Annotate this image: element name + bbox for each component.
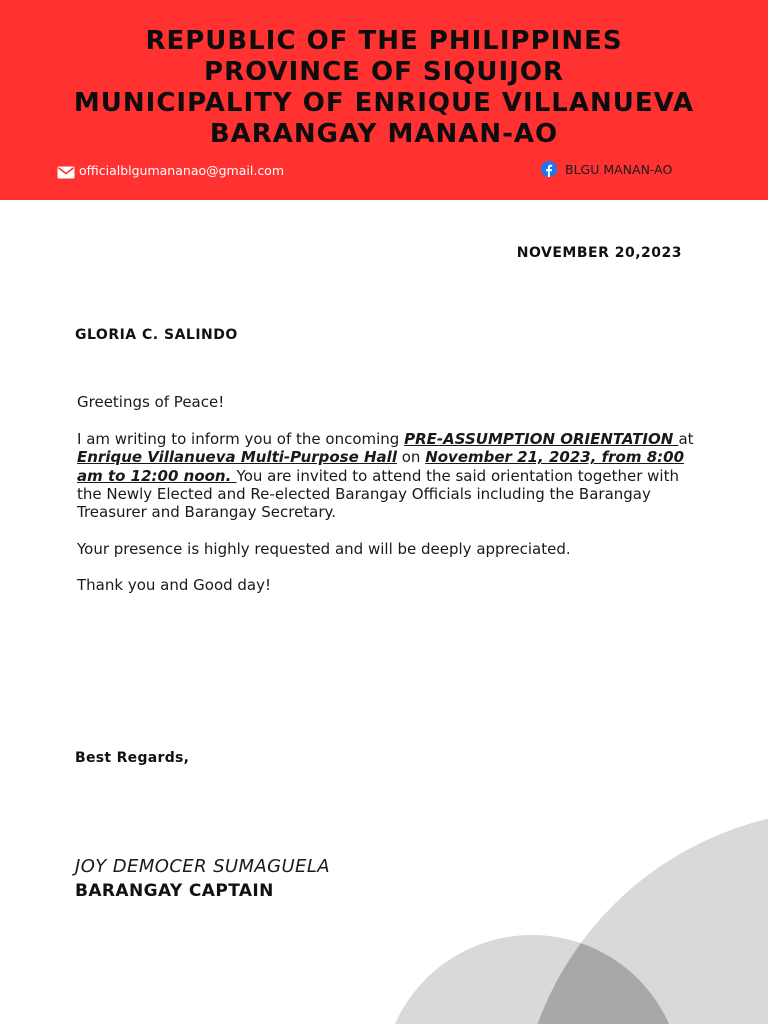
event-venue: Enrique Villanueva Multi-Purpose Hall (77, 448, 397, 467)
thanks-line: Thank you and Good day! (77, 576, 272, 594)
decorative-circle-large (518, 810, 768, 1024)
facebook-contact (541, 160, 672, 178)
greeting-line: Greetings of Peace! (77, 393, 225, 411)
closing-line: Best Regards, (75, 750, 190, 766)
header-province: PROVINCE OF SIQUIJOR (204, 57, 564, 87)
facebook-icon (541, 161, 557, 177)
header-country: REPUBLIC OF THE PHILIPPINES (145, 26, 623, 56)
facebook-page-name: BLGU MANAN-AO (565, 161, 673, 177)
letter-date: NOVEMBER 20,2023 (516, 245, 682, 261)
signatory-title: BARANGAY CAPTAIN (75, 881, 274, 901)
header-municipality: MUNICIPALITY OF ENRIQUE VILLANUEVA (73, 88, 695, 118)
email-contact (57, 161, 284, 179)
main-paragraph (77, 430, 697, 521)
decorative-circle-small (382, 935, 682, 1024)
signatory-name: JOY DEMOCER SUMAGUELA (75, 856, 330, 877)
letterhead-banner (0, 0, 768, 200)
paragraph-text: I am writing to inform you of the oncoming (77, 430, 405, 448)
event-title: PRE-ASSUMPTION ORIENTATION (404, 430, 679, 448)
header-barangay: BARANGAY MANAN-AO (209, 119, 559, 149)
paragraph-text: at (678, 430, 694, 448)
event-schedule: November 21, 2023, from 8:00 am to 12:00 noon. (77, 448, 685, 485)
presence-line: Your presence is highly requested and will be deeply appreciated. (77, 540, 571, 558)
email-address: officialblgumananao@gmail.com (79, 162, 285, 178)
paragraph-text: on (396, 448, 426, 467)
recipient-name: GLORIA C. SALINDO (75, 327, 238, 343)
decorative-circle-intersection (518, 810, 768, 1024)
paragraph-text: You are invited to attend the said orientation together with the Newly Elected and Re-elected Barangay Officials including the Barangay Treasurer and Barangay Secretary. (77, 466, 679, 522)
envelope-icon (57, 164, 75, 177)
